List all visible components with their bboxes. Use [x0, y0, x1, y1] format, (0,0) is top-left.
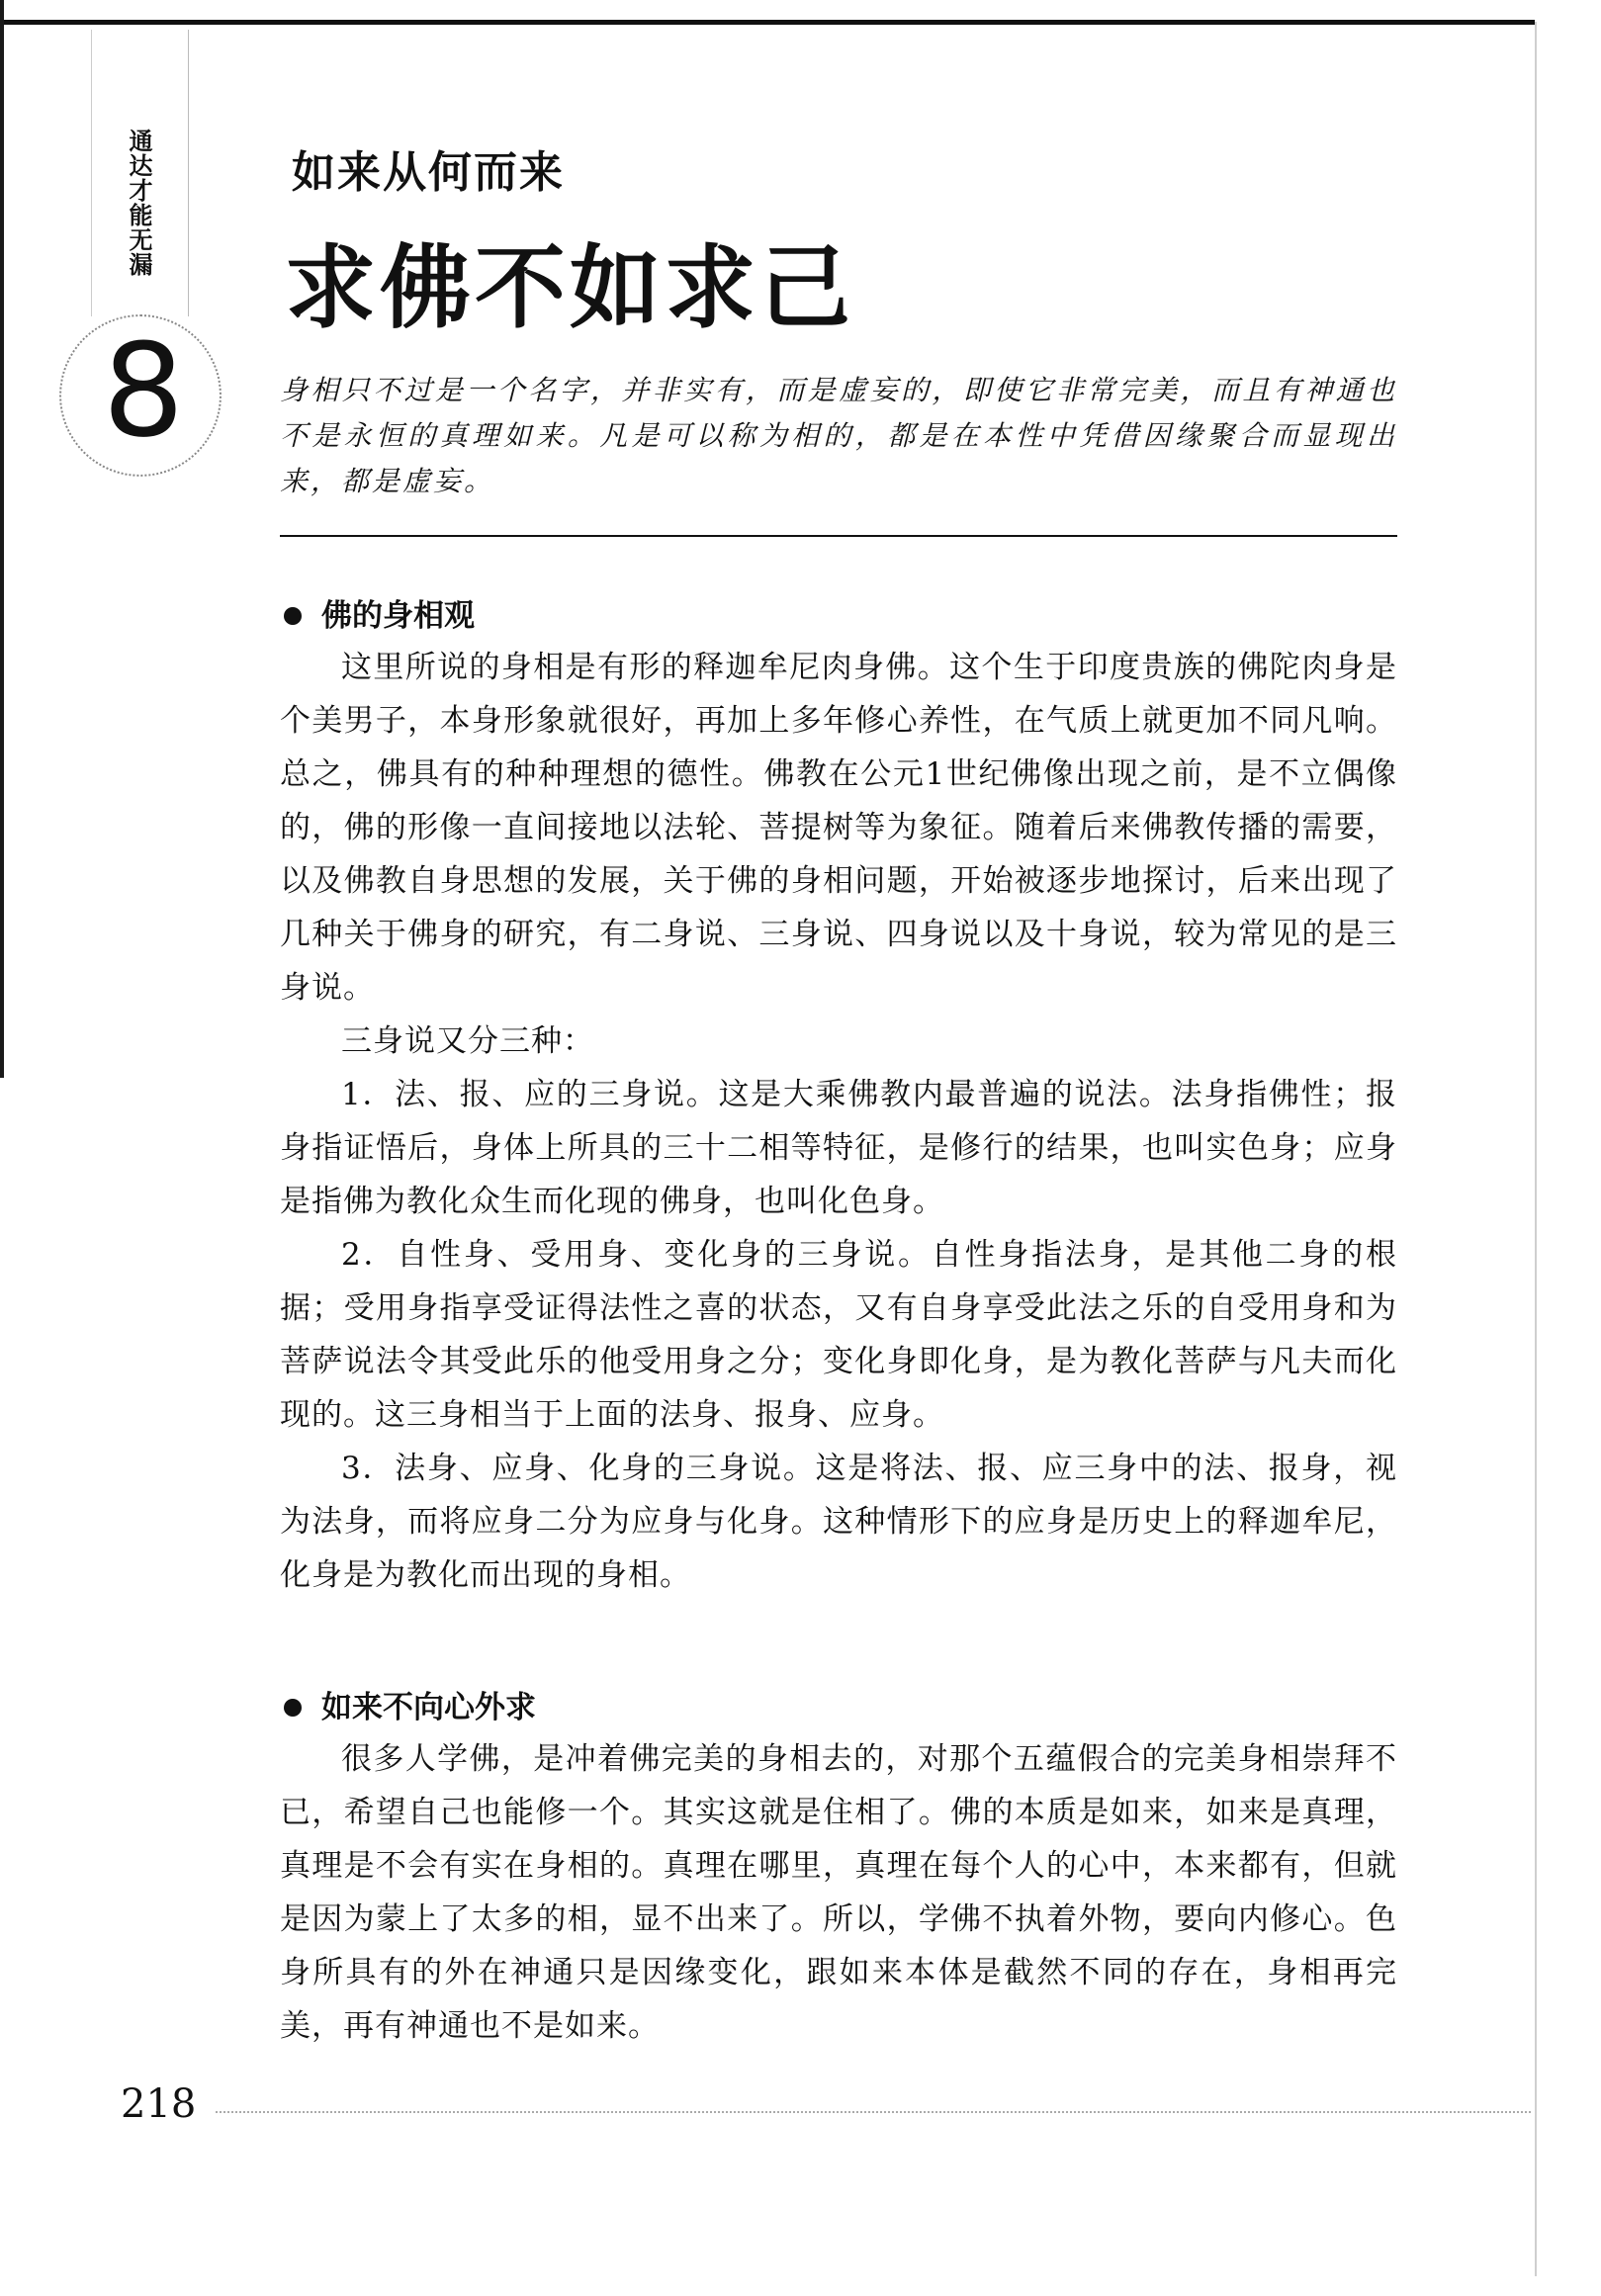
intro-summary: 身相只不过是一个名字，并非实有，而是虚妄的，即使它非常完美，而且有神通也不是永恒的真理如来。凡是可以称为相的，都是在本性中凭借因缘聚合而显现出来，都是虚妄。 — [280, 374, 1397, 497]
top-rule — [0, 20, 1535, 25]
paragraph: 2．自性身、受用身、变化身的三身说。自性身指法身，是其他二身的根据；受用身指享受证得法性之喜的状态，又有自身享受此法之乐的自受用身和为菩萨说法令其受此乐的他受用身之分；变化身即化身，是为教化菩萨与凡夫而化现的。这三身相当于上面的法身、报身、应身。 — [280, 1237, 1397, 1433]
section-body-2 — [280, 1683, 1397, 2053]
binding-edge — [0, 0, 4, 1078]
section-heading — [280, 1683, 1397, 1732]
section-body-1 — [280, 591, 1397, 1602]
page-number: 218 — [121, 2081, 197, 2127]
paragraph: 三身说又分三种： — [341, 1023, 594, 1059]
chapter-subtitle: 如来从何而来 — [292, 147, 565, 198]
chapter-number: 8 — [102, 315, 185, 466]
intro-divider — [280, 535, 1397, 537]
section-heading-text: 佛的身相观 — [321, 598, 475, 634]
side-tab-border — [188, 30, 189, 316]
footer-rule — [216, 2111, 1531, 2113]
bullet-icon — [284, 607, 302, 625]
chapter-title: 求佛不如求己 — [285, 235, 855, 341]
section-heading-text: 如来不向心外求 — [321, 1690, 536, 1725]
paragraph: 这里所说的身相是有形的释迦牟尼肉身佛。这个生于印度贵族的佛陀肉身是个美男子，本身形象就很好，再加上多年修心养性，在气质上就更加不同凡响。总之，佛具有的种种理想的德性。佛教在公元1世纪佛像出现之前，是不立偶像的，佛的形像一直间接地以法轮、菩提树等为象征。随着后来佛教传播的需要，以及佛教自身思想的发展，关于佛的身相问题，开始被逐步地探讨，后来出现了几种关于佛身的研究，有二身说、三身说、四身说以及十身说，较为常见的是三身说。 — [280, 650, 1397, 1006]
paragraph: 很多人学佛，是冲着佛完美的身相去的，对那个五蕴假合的完美身相崇拜不已，希望自己也能修一个。其实这就是住相了。佛的本质是如来，如来是真理，真理是不会有实在身相的。真理在哪里，真理在每个人的心中，本来都有，但就是因为蒙上了太多的相，显不出来了。所以，学佛不执着外物，要向内修心。色身所具有的外在神通只是因缘变化，跟如来本体是截然不同的存在，身相再完美，再有神通也不是如来。 — [280, 1741, 1397, 2044]
paragraph: 3．法身、应身、化身的三身说。这是将法、报、应三身中的法、报身，视为法身，而将应身二分为应身与化身。这种情形下的应身是历史上的释迦牟尼，化身是为教化而出现的身相。 — [280, 1451, 1397, 1593]
paragraph: 1．法、报、应的三身说。这是大乘佛教内最普遍的说法。法身指佛性；报身指证悟后，身体上所具的三十二相等特征，是修行的结果，也叫实色身；应身是指佛为教化众生而化现的佛身，也叫化色身。 — [280, 1077, 1397, 1219]
side-tab-border — [91, 30, 92, 316]
page-edge-shadow — [1535, 22, 1537, 2276]
section-heading — [280, 591, 1397, 641]
bullet-icon — [284, 1699, 302, 1717]
series-label: 通达才能无漏 — [125, 129, 152, 277]
